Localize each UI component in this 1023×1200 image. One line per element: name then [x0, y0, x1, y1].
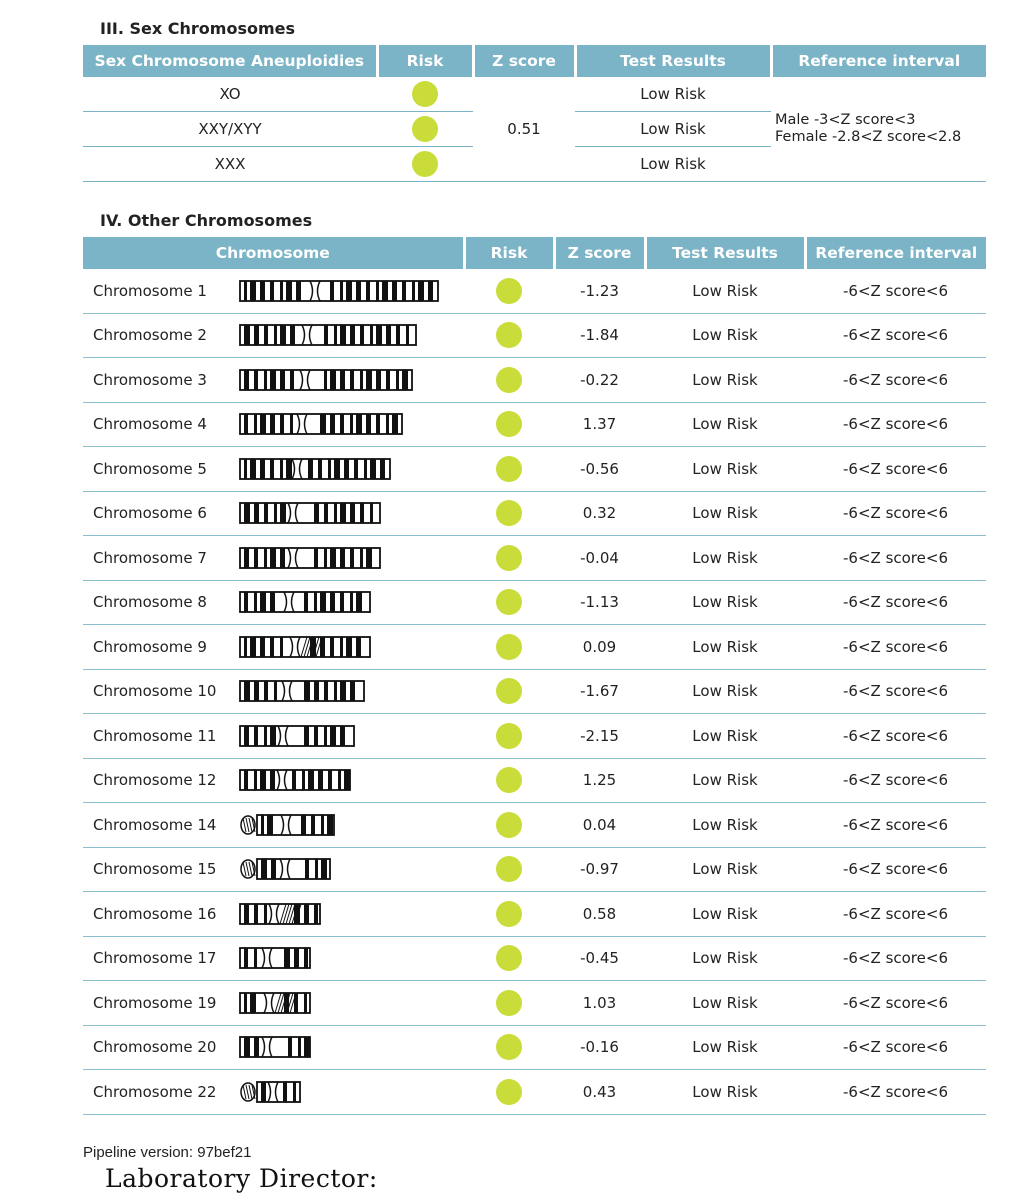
risk-indicator-dot [496, 278, 522, 304]
table-row [83, 491, 986, 536]
risk-indicator-dot [496, 901, 522, 927]
table-row [83, 847, 986, 892]
reference-interval: -6<Z score<6 [805, 1025, 986, 1070]
chromosome-ideogram [239, 946, 313, 970]
risk-cell [464, 536, 554, 581]
test-result: Low Risk [645, 981, 805, 1026]
col-header-aneuploidies: Sex Chromosome Aneuploidies [83, 45, 377, 77]
chromosome-cell [83, 1070, 464, 1115]
chromosome-ideogram [239, 724, 357, 748]
chromosome-name: Chromosome 14 [93, 815, 217, 834]
test-result: Low Risk [645, 1070, 805, 1115]
risk-cell [464, 402, 554, 447]
table-row [83, 625, 986, 670]
chromosome-cell [83, 758, 464, 803]
risk-cell [464, 1070, 554, 1115]
chromosome-ideogram [239, 679, 367, 703]
pipeline-version: Pipeline version: 97bef21 [83, 1144, 252, 1161]
reference-interval: -6<Z score<6 [805, 981, 986, 1026]
chromosome-name: Chromosome 2 [93, 326, 207, 345]
sex-chromosome-table [83, 45, 986, 182]
sex-chromosomes-title: III. Sex Chromosomes [100, 19, 296, 38]
table-row [83, 936, 986, 981]
chromosome-cell [83, 669, 464, 714]
test-result: Low Risk [575, 77, 771, 112]
z-score: 1.25 [554, 758, 645, 803]
z-score: 1.37 [554, 402, 645, 447]
chromosome-cell [83, 491, 464, 536]
chromosome-cell [83, 402, 464, 447]
chromosome-name: Chromosome 12 [93, 771, 217, 790]
chromosome-cell [83, 269, 464, 313]
chromosome-cell [83, 536, 464, 581]
table-row [83, 714, 986, 759]
table-row [83, 447, 986, 492]
table-row [83, 402, 986, 447]
reference-interval [771, 77, 986, 182]
chromosome-name: Chromosome 6 [93, 504, 207, 523]
chromosome-name: Chromosome 3 [93, 370, 207, 389]
test-result: Low Risk [575, 147, 771, 182]
risk-indicator-dot [496, 767, 522, 793]
risk-cell [464, 847, 554, 892]
chromosome-ideogram [239, 991, 313, 1015]
test-result: Low Risk [645, 625, 805, 670]
col-header-chromosome: Chromosome [83, 237, 464, 269]
z-score: -1.23 [554, 269, 645, 313]
z-score: -0.22 [554, 358, 645, 403]
chromosome-cell [83, 580, 464, 625]
test-result: Low Risk [645, 269, 805, 313]
reference-interval: -6<Z score<6 [805, 669, 986, 714]
z-score: 0.43 [554, 1070, 645, 1115]
col-header-reference: Reference interval [771, 45, 986, 77]
z-score: -0.97 [554, 847, 645, 892]
other-chromosomes-title: IV. Other Chromosomes [100, 211, 313, 230]
col-header-zscore: Z score [473, 45, 575, 77]
risk-cell [464, 669, 554, 714]
table-row [83, 1025, 986, 1070]
z-score: 0.58 [554, 892, 645, 937]
reference-interval: -6<Z score<6 [805, 1070, 986, 1115]
col-header-reference: Reference interval [805, 237, 986, 269]
col-header-results: Test Results [645, 237, 805, 269]
reference-interval: -6<Z score<6 [805, 625, 986, 670]
chromosome-name: Chromosome 22 [93, 1082, 217, 1101]
test-result: Low Risk [645, 447, 805, 492]
risk-indicator-dot [496, 500, 522, 526]
risk-cell [464, 580, 554, 625]
test-result: Low Risk [645, 580, 805, 625]
test-result: Low Risk [645, 1025, 805, 1070]
chromosome-name: Chromosome 1 [93, 281, 207, 300]
reference-interval: -6<Z score<6 [805, 358, 986, 403]
z-score: -0.45 [554, 936, 645, 981]
test-result: Low Risk [645, 936, 805, 981]
risk-cell [464, 491, 554, 536]
reference-interval: -6<Z score<6 [805, 313, 986, 358]
table-row [83, 358, 986, 403]
chromosome-name: Chromosome 17 [93, 949, 217, 968]
risk-indicator-dot [496, 411, 522, 437]
chromosome-ideogram [239, 1035, 313, 1059]
table-row [83, 580, 986, 625]
risk-indicator-dot [496, 723, 522, 749]
z-score: -0.56 [554, 447, 645, 492]
reference-interval: -6<Z score<6 [805, 714, 986, 759]
chromosome-cell [83, 625, 464, 670]
col-header-risk: Risk [464, 237, 554, 269]
z-score: -2.15 [554, 714, 645, 759]
chromosome-ideogram [239, 590, 373, 614]
reference-interval: -6<Z score<6 [805, 447, 986, 492]
risk-indicator-dot [496, 990, 522, 1016]
reference-interval: -6<Z score<6 [805, 491, 986, 536]
table-row [83, 313, 986, 358]
aneuploidy-name: XXY/XYY [83, 112, 377, 147]
test-result: Low Risk [645, 758, 805, 803]
chromosome-ideogram [239, 323, 419, 347]
chromosome-ideogram [239, 368, 415, 392]
table-row [83, 981, 986, 1026]
test-result: Low Risk [645, 847, 805, 892]
reference-interval: -6<Z score<6 [805, 580, 986, 625]
chromosome-ideogram [239, 813, 337, 837]
chromosome-cell [83, 714, 464, 759]
chromosome-name: Chromosome 7 [93, 548, 207, 567]
chromosome-name: Chromosome 11 [93, 726, 217, 745]
chromosome-cell [83, 803, 464, 848]
table-row [83, 758, 986, 803]
risk-cell [464, 892, 554, 937]
chromosome-name: Chromosome 8 [93, 593, 207, 612]
chromosome-name: Chromosome 4 [93, 415, 207, 434]
risk-indicator-dot [412, 81, 438, 107]
risk-indicator-dot [496, 1034, 522, 1060]
test-result: Low Risk [575, 112, 771, 147]
chromosome-ideogram [239, 635, 373, 659]
reference-interval: -6<Z score<6 [805, 803, 986, 848]
risk-indicator-dot [496, 634, 522, 660]
risk-cell [464, 269, 554, 313]
z-score: -0.04 [554, 536, 645, 581]
risk-cell [377, 147, 473, 182]
test-result: Low Risk [645, 491, 805, 536]
test-result: Low Risk [645, 358, 805, 403]
chromosome-ideogram [239, 457, 393, 481]
test-result: Low Risk [645, 803, 805, 848]
chromosome-ideogram [239, 857, 333, 881]
aneuploidy-name: XO [83, 77, 377, 112]
risk-cell [464, 936, 554, 981]
risk-indicator-dot [496, 322, 522, 348]
reference-female: Female -2.8<Z score<2.8 [775, 129, 962, 145]
test-result: Low Risk [645, 313, 805, 358]
chromosome-ideogram [239, 501, 383, 525]
risk-indicator-dot [412, 116, 438, 142]
risk-cell [464, 714, 554, 759]
test-result: Low Risk [645, 402, 805, 447]
test-result: Low Risk [645, 669, 805, 714]
reference-interval: -6<Z score<6 [805, 536, 986, 581]
table-row [83, 669, 986, 714]
risk-indicator-dot [496, 456, 522, 482]
risk-cell [377, 77, 473, 112]
col-header-risk: Risk [377, 45, 473, 77]
risk-indicator-dot [412, 151, 438, 177]
risk-indicator-dot [496, 856, 522, 882]
chromosome-name: Chromosome 10 [93, 682, 217, 701]
chromosome-ideogram [239, 768, 353, 792]
aneuploidy-name: XXX [83, 147, 377, 182]
risk-cell [464, 358, 554, 403]
risk-cell [464, 758, 554, 803]
reference-interval: -6<Z score<6 [805, 892, 986, 937]
chromosome-name: Chromosome 9 [93, 637, 207, 656]
risk-indicator-dot [496, 545, 522, 571]
chromosome-ideogram [239, 279, 441, 303]
reference-male: Male -3<Z score<3 [775, 112, 916, 128]
test-result: Low Risk [645, 892, 805, 937]
reference-interval: -6<Z score<6 [805, 936, 986, 981]
risk-cell [464, 981, 554, 1026]
table-row [83, 536, 986, 581]
col-header-results: Test Results [575, 45, 771, 77]
reference-interval: -6<Z score<6 [805, 758, 986, 803]
table-row [83, 1070, 986, 1115]
risk-cell [464, 803, 554, 848]
chromosome-name: Chromosome 5 [93, 459, 207, 478]
col-header-zscore: Z score [554, 237, 645, 269]
reference-interval: -6<Z score<6 [805, 402, 986, 447]
other-table-header [83, 237, 986, 269]
z-score: -1.84 [554, 313, 645, 358]
chromosome-cell [83, 936, 464, 981]
z-score: 0.04 [554, 803, 645, 848]
risk-indicator-dot [496, 1079, 522, 1105]
chromosome-cell [83, 847, 464, 892]
z-score: 0.09 [554, 625, 645, 670]
other-chromosome-table [83, 237, 986, 1115]
reference-interval: -6<Z score<6 [805, 269, 986, 313]
table-row [83, 269, 986, 313]
table-row [83, 803, 986, 848]
risk-cell [464, 447, 554, 492]
shared-z-score: 0.51 [473, 77, 575, 182]
chromosome-name: Chromosome 15 [93, 860, 217, 879]
sex-table-header [83, 45, 986, 77]
chromosome-ideogram [239, 412, 405, 436]
risk-indicator-dot [496, 678, 522, 704]
risk-cell [464, 625, 554, 670]
test-result: Low Risk [645, 536, 805, 581]
z-score: 0.32 [554, 491, 645, 536]
risk-cell [464, 313, 554, 358]
z-score: -0.16 [554, 1025, 645, 1070]
chromosome-ideogram [239, 546, 383, 570]
risk-indicator-dot [496, 367, 522, 393]
z-score: -1.67 [554, 669, 645, 714]
reference-interval: -6<Z score<6 [805, 847, 986, 892]
chromosome-cell [83, 981, 464, 1026]
test-result: Low Risk [645, 714, 805, 759]
risk-indicator-dot [496, 812, 522, 838]
z-score: 1.03 [554, 981, 645, 1026]
risk-cell [464, 1025, 554, 1070]
chromosome-name: Chromosome 16 [93, 904, 217, 923]
table-row [83, 892, 986, 937]
chromosome-cell [83, 892, 464, 937]
chromosome-ideogram [239, 902, 323, 926]
chromosome-name: Chromosome 19 [93, 993, 217, 1012]
table-row [83, 77, 986, 112]
chromosome-name: Chromosome 20 [93, 1038, 217, 1057]
risk-indicator-dot [496, 945, 522, 971]
chromosome-cell [83, 447, 464, 492]
chromosome-cell [83, 1025, 464, 1070]
laboratory-director-label: Laboratory Director: [105, 1164, 378, 1193]
risk-cell [377, 112, 473, 147]
chromosome-ideogram [239, 1080, 303, 1104]
risk-indicator-dot [496, 589, 522, 615]
chromosome-cell [83, 313, 464, 358]
chromosome-cell [83, 358, 464, 403]
z-score: -1.13 [554, 580, 645, 625]
